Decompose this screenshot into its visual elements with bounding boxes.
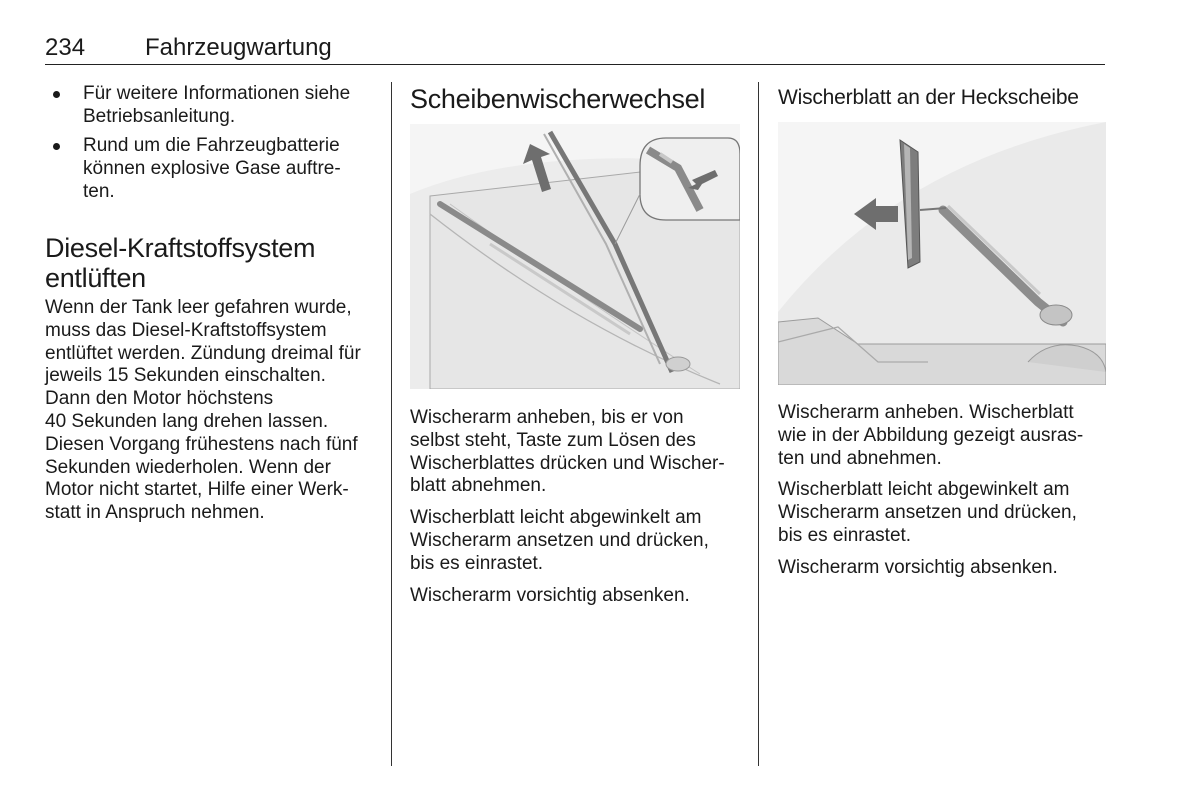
text-line: Wischerarm ansetzen und drücken, [778, 502, 1077, 524]
section-heading-diesel [45, 233, 375, 293]
bullet-icon [53, 143, 60, 150]
text-line: Wischerarm vorsichtig absenken. [778, 556, 1058, 578]
text-line: selbst steht, Taste zum Lösen des [410, 429, 696, 451]
page-number: 234 [45, 34, 86, 61]
paragraph-rear-step-3 [778, 557, 1106, 580]
text-line: blatt abnehmen. [410, 475, 547, 497]
text-line: Wischerarm anheben. Wischerblatt [778, 402, 1074, 423]
text-line: Wischerblatt leicht abgewinkelt am [410, 507, 702, 529]
text-line: Dann den Motor höchstens [45, 388, 274, 410]
text-line: Motor nicht startet, Hilfe einer Werk- [45, 479, 349, 501]
text-line: bis es einrastet. [778, 524, 912, 546]
paragraph-wiper-step-3 [410, 585, 740, 608]
section-heading-wiper: Scheibenwischerwechsel [410, 84, 706, 114]
paragraph-wiper-step-1 [410, 407, 740, 498]
list-item-line: Für weitere Informationen siehe [83, 83, 351, 104]
page-section-title: Fahrzeugwartung [145, 34, 332, 61]
text-line: ten und abnehmen. [778, 447, 942, 469]
page-header [45, 34, 1105, 65]
text-line: wie in der Abbildung gezeigt ausras- [778, 424, 1084, 446]
text-line: jeweils 15 Sekunden einschalten. [45, 365, 326, 387]
bullet-icon [53, 91, 60, 98]
paragraph-rear-step-2 [778, 479, 1106, 547]
paragraph-rear-step-1 [778, 402, 1106, 470]
list-item-line: ten. [83, 181, 115, 202]
text-line: Diesen Vorgang frühestens nach fünf [45, 433, 358, 455]
list-item [45, 82, 375, 128]
text-line: muss das Diesel-Kraftstoffsystem [45, 319, 327, 341]
paragraph-wiper-step-2 [410, 507, 740, 575]
text-line: statt in Anspruch nehmen. [45, 502, 265, 524]
text-line: Sekunden wiederholen. Wenn der [45, 456, 331, 478]
paragraph-diesel [45, 297, 375, 525]
text-line: bis es einrastet. [410, 552, 544, 574]
column-1 [45, 82, 375, 534]
bullet-list [45, 82, 375, 203]
list-item [45, 134, 375, 203]
text-line: Wischerblattes drücken und Wischer- [410, 452, 725, 474]
list-item-line: Rund um die Fahrzeugbatterie [83, 135, 340, 156]
column-divider-1 [391, 82, 392, 766]
front-wiper-illustration [410, 124, 740, 389]
text-line: 40 Sekunden lang drehen lassen. [45, 410, 329, 432]
column-divider-2 [758, 82, 759, 766]
text-line: entlüftet werden. Zündung dreimal für [45, 342, 361, 364]
text-line: Wischerarm anheben, bis er von [410, 407, 684, 428]
column-3 [778, 82, 1106, 589]
section-heading-rear-wiper: Wischerblatt an der Heckscheibe [778, 86, 1079, 109]
text-line: Wischerarm vorsichtig absenken. [410, 584, 690, 606]
heading-line: entlüften [45, 263, 146, 293]
column-2 [410, 82, 740, 616]
list-item-line: Betriebsanleitung. [83, 106, 236, 127]
text-line: Wischerarm ansetzen und drücken, [410, 529, 709, 551]
text-line: Wischerblatt leicht abgewinkelt am [778, 479, 1070, 501]
list-item-line: können explosive Gase auftre- [83, 158, 341, 179]
heading-line: Diesel-Kraftstoffsystem [45, 233, 316, 263]
rear-wiper-illustration [778, 122, 1106, 385]
text-line: Wenn der Tank leer gefahren wurde, [45, 297, 352, 318]
